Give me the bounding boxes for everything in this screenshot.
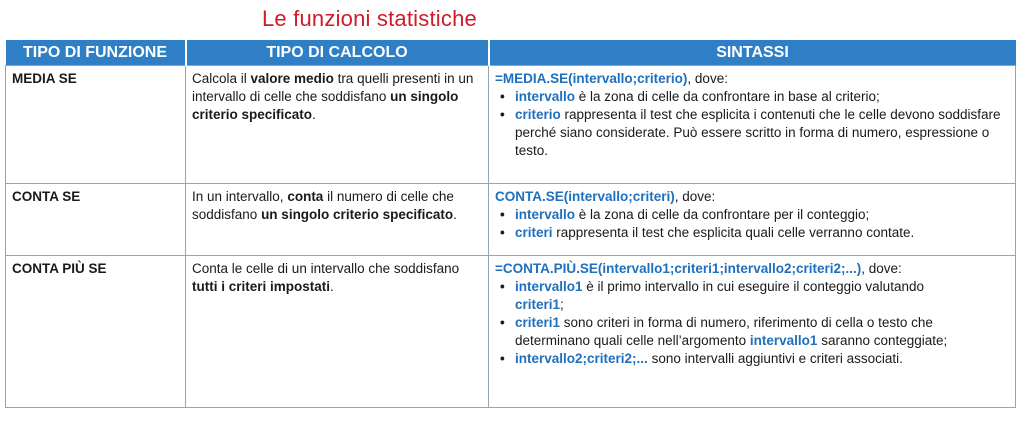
syntax-cell <box>489 66 1016 184</box>
calc-bold-text: conta <box>287 189 324 204</box>
calculation-description <box>186 184 489 256</box>
calc-text: In un intervallo, <box>192 189 288 204</box>
argument-text: sono criteri in forma di numero, riferimento di cella o testo che determinano quali celle nell’argomento <box>515 315 933 348</box>
argument-text: rappresenta il test che esplicita i contenuti che le celle devono soddisfare perché siano considerate. Può essere scritto in forma di numero, espressione o testo. <box>515 107 1001 158</box>
table-header-row <box>6 40 1016 66</box>
calc-bold-text: tutti i criteri impostati <box>192 279 331 294</box>
calculation-description <box>186 66 489 184</box>
calc-text: Calcola il <box>192 71 251 86</box>
functions-table <box>5 40 1016 408</box>
calc-text: tra quelli presenti in un intervallo di celle che soddisfano <box>192 71 474 104</box>
argument-term: intervallo <box>515 207 576 222</box>
argument-text: rappresenta il test che esplicita quali celle verranno contate. <box>552 225 915 240</box>
list-item <box>495 314 1009 350</box>
calc-text: . <box>312 107 316 122</box>
syntax-bullets <box>495 206 1009 242</box>
function-name: CONTA SE <box>6 184 186 256</box>
table-row <box>6 66 1016 184</box>
argument-text: è la zona di celle da confrontare in base al criterio; <box>575 89 880 104</box>
argument-term: intervallo1 <box>749 333 818 348</box>
table-row <box>6 184 1016 256</box>
calc-text: il numero di celle che soddisfano <box>192 189 454 222</box>
syntax-formula: CONTA.SE(intervallo;criteri) <box>495 189 675 204</box>
syntax-bullets <box>495 278 1009 368</box>
table-row <box>6 256 1016 408</box>
syntax-line <box>495 188 1009 206</box>
syntax-formula: =MEDIA.SE(intervallo;criterio) <box>495 71 688 86</box>
syntax-line <box>495 70 1009 88</box>
page-title: Le funzioni statistiche <box>262 6 477 31</box>
argument-text: ; <box>560 297 564 312</box>
function-name: MEDIA SE <box>6 66 186 184</box>
list-item <box>495 224 1009 242</box>
list-item <box>495 106 1009 160</box>
syntax-cell <box>489 256 1016 408</box>
argument-term: criteri <box>515 225 553 240</box>
argument-term: intervallo <box>515 89 576 104</box>
list-item <box>495 206 1009 224</box>
calc-text: . <box>330 279 334 294</box>
calc-bold-text: un singolo criterio specificato <box>192 89 459 122</box>
syntax-suffix: , dove: <box>861 261 902 276</box>
header-calculation-type: TIPO DI CALCOLO <box>186 40 489 66</box>
list-item <box>495 88 1009 106</box>
syntax-suffix: , dove: <box>687 71 728 86</box>
argument-term: intervallo2;criteri2;... <box>515 351 648 366</box>
calculation-description <box>186 256 489 408</box>
calc-text: . <box>453 207 457 222</box>
argument-term: intervallo1 <box>515 279 583 294</box>
calc-bold-text: valore medio <box>250 71 334 86</box>
argument-term: criteri1 <box>515 315 561 330</box>
argument-term: criteri1 <box>515 297 561 312</box>
list-item <box>495 350 1009 368</box>
argument-text: è la zona di celle da confrontare per il conteggio; <box>575 207 870 222</box>
argument-term: criterio <box>515 107 561 122</box>
syntax-formula: =CONTA.PIÙ.SE(intervallo1;criteri1;intervallo2;criteri2;...) <box>495 261 862 276</box>
list-item <box>495 278 1009 314</box>
function-name: CONTA PIÙ SE <box>6 256 186 408</box>
argument-text: è il primo intervallo in cui eseguire il conteggio valutando <box>582 279 924 294</box>
header-syntax: SINTASSI <box>489 40 1016 66</box>
argument-text: sono intervalli aggiuntivi e criteri associati. <box>647 351 903 366</box>
argument-text: saranno conteggiate; <box>817 333 948 348</box>
header-function-type: TIPO DI FUNZIONE <box>6 40 186 66</box>
calc-bold-text: un singolo criterio specificato <box>261 207 454 222</box>
syntax-bullets <box>495 88 1009 160</box>
calc-text: Conta le celle di un intervallo che soddisfano <box>192 261 460 276</box>
syntax-cell <box>489 184 1016 256</box>
syntax-suffix: , dove: <box>674 189 716 204</box>
syntax-line <box>495 260 1009 278</box>
